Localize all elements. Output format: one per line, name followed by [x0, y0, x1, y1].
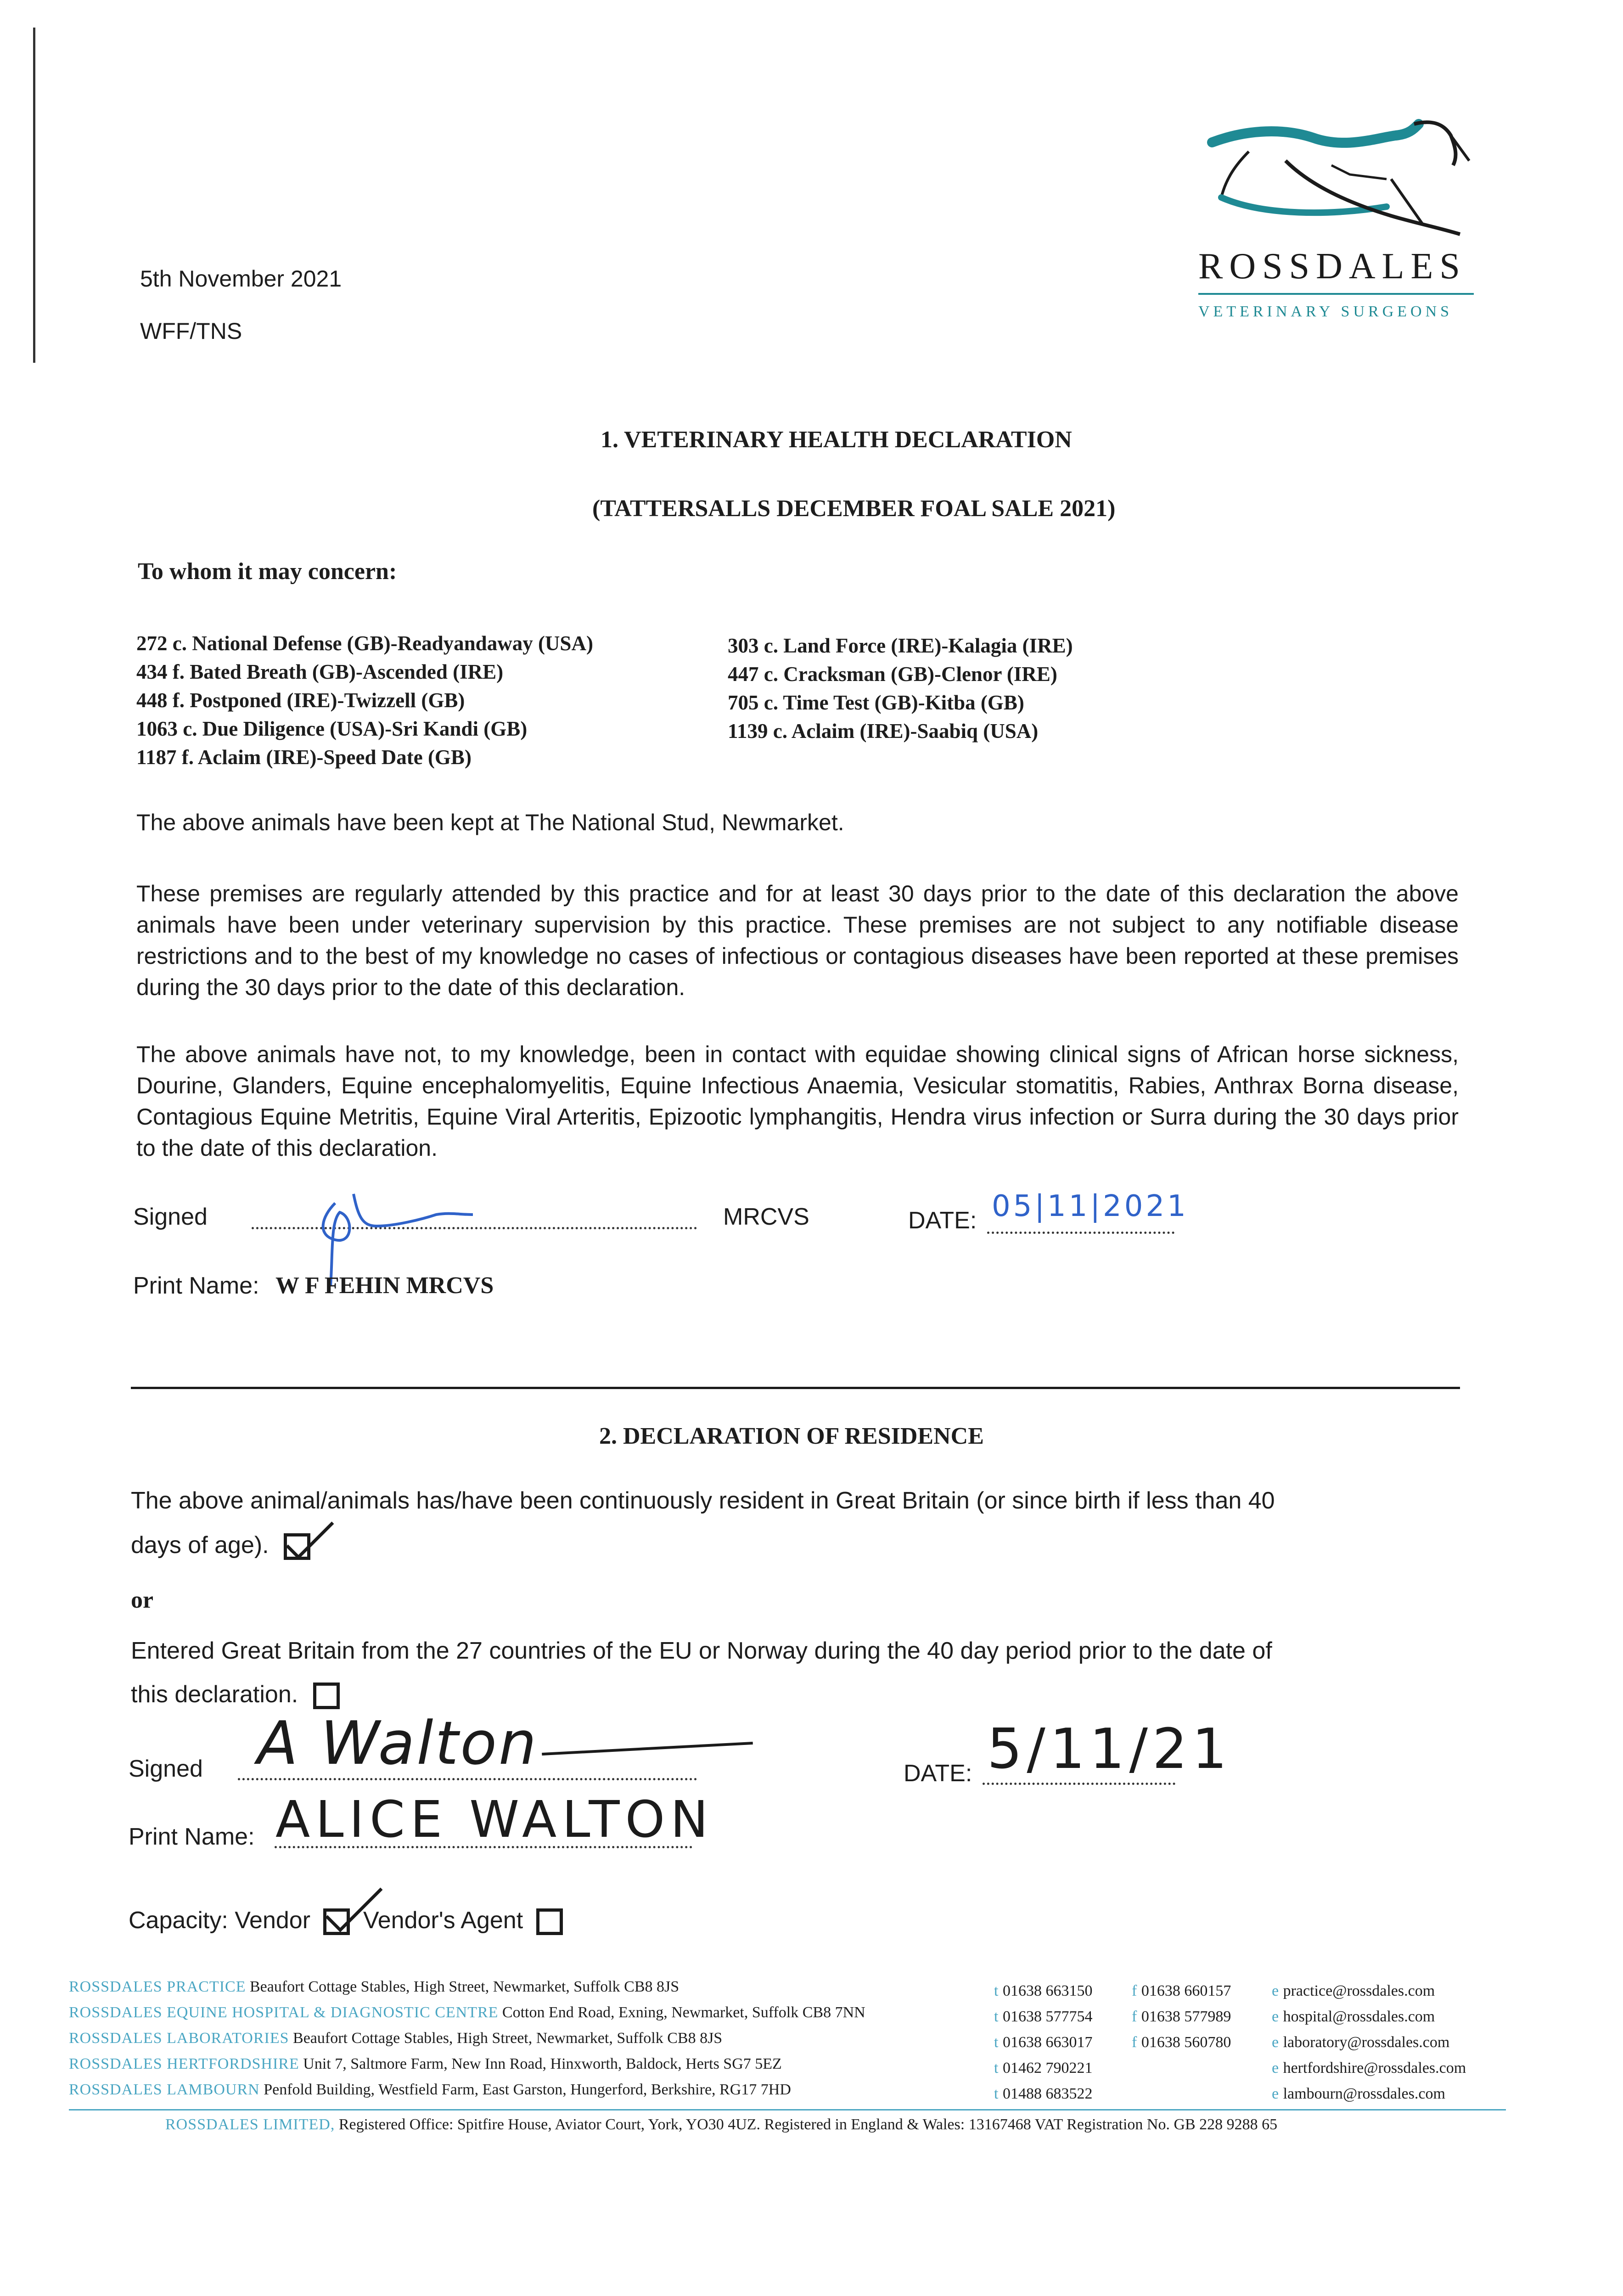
rossdales-logo [1185, 110, 1488, 331]
capacity-label: Capacity: Vendor [129, 1907, 311, 1934]
option2-line2 [131, 1681, 340, 1709]
vet-date-value: 05|11|2021 [992, 1189, 1189, 1223]
para-contact: The above animals have not, to my knowledge, been in contact with equidae showing clinical signs of African horse sickness, Dourine, Glanders, Equine encephalomyelitis, Equine Infectious Anaemia, Vesicular stomatitis, Rabies, Anthrax Borna disease, Contagious Equine Metritis, Equine Viral Arteritis, Epizootic lymphangitis, Hendra virus infection or Surra during the 30 days prior to the date of this declaration. [136, 1041, 1459, 1161]
footer-email: e hertfordshire@rossdales.com [1272, 2060, 1466, 2077]
list-item: 1187 f. Aclaim (IRE)-Speed Date (GB) [136, 746, 472, 769]
footer-hertfordshire-address: Unit 7, Saltmore Farm, New Inn Road, Hinxworth, Baldock, Herts SG7 5EZ [303, 2055, 782, 2072]
footer-fax-column [1132, 1978, 1231, 2055]
resident-checkbox[interactable] [284, 1533, 310, 1560]
owner-signed-label: Signed [129, 1756, 203, 1782]
footer-row [69, 1978, 679, 1996]
footer-email: e practice@rossdales.com [1272, 1982, 1435, 1999]
checkmark-icon [322, 1884, 386, 1939]
list-item: 448 f. Postponed (IRE)-Twizzell (GB) [136, 689, 465, 712]
option1-line1: The above animal/animals has/have been continuously resident in Great Britain (or since birth if less than 40 [131, 1487, 1275, 1514]
letter-date: 5th November 2021 [140, 266, 342, 292]
letter-reference: WFF/TNS [140, 318, 242, 344]
owner-print-name-label: Print Name: [129, 1823, 255, 1850]
footer [69, 1978, 1538, 2153]
footer-hospital-address: Cotton End Road, Exning, Newmarket, Suffolk CB8 7NN [502, 2004, 865, 2021]
footer-tel: t 01488 683522 [994, 2085, 1093, 2102]
footer-laboratories-address: Beaufort Cottage Stables, High Street, Newmarket, Suffolk CB8 8JS [293, 2030, 723, 2047]
checkmark-icon [282, 1518, 337, 1569]
footer-rule [69, 2109, 1506, 2110]
animals-list-right [728, 631, 1073, 745]
footer-tel: t 01638 663017 [994, 2034, 1093, 2051]
footer-email: e hospital@rossdales.com [1272, 2008, 1435, 2025]
footer-practice-name: ROSSDALES PRACTICE [69, 1978, 246, 1995]
list-item: 1063 c. Due Diligence (USA)-Sri Kandi (GB) [136, 717, 528, 740]
footer-fax: f 01638 560780 [1132, 2034, 1231, 2051]
list-item: 1139 c. Aclaim (IRE)-Saabiq (USA) [728, 720, 1039, 743]
footer-tel: t 01462 790221 [994, 2060, 1093, 2077]
footer-fax: f 01638 577989 [1132, 2008, 1231, 2025]
mrcvs-label: MRCVS [723, 1204, 809, 1230]
footer-registered [165, 2116, 1277, 2133]
capacity-row [129, 1907, 563, 1935]
vendor-checkbox[interactable] [323, 1908, 350, 1935]
owner-signature: A Walton [257, 1708, 539, 1778]
footer-tel: t 01638 663150 [994, 1982, 1093, 1999]
list-item: 272 c. National Defense (GB)-Readyandaway (USA) [136, 632, 593, 655]
salutation: To whom it may concern: [138, 558, 397, 585]
logo-tagline: VETERINARY SURGEONS [1198, 303, 1453, 320]
or-label: or [131, 1587, 154, 1613]
footer-email: e laboratory@rossdales.com [1272, 2034, 1450, 2051]
logo-name: ROSSDALES [1198, 246, 1466, 287]
entered-gb-checkbox[interactable] [313, 1683, 340, 1709]
option2-line2-text: this declaration. [131, 1681, 298, 1708]
footer-row [69, 2004, 865, 2021]
list-item: 434 f. Bated Breath (GB)-Ascended (IRE) [136, 660, 504, 683]
para-kept: The above animals have been kept at The National Stud, Newmarket. [136, 810, 844, 835]
vendors-agent-checkbox[interactable] [536, 1908, 563, 1935]
vet-print-name-value: W F FEHIN MRCVS [275, 1272, 494, 1299]
agent-label: Vendor's Agent [363, 1907, 523, 1934]
section1-subtitle: (TATTERSALLS DECEMBER FOAL SALE 2021) [592, 495, 1116, 522]
vet-date-label: DATE: [908, 1207, 977, 1234]
vet-print-name-label: Print Name: [133, 1272, 259, 1299]
owner-signature-flourish [542, 1742, 753, 1756]
animals-list-left [136, 629, 593, 771]
owner-date-label: DATE: [904, 1760, 972, 1787]
owner-date-line [983, 1783, 1175, 1785]
footer-registered-text: Registered Office: Spitfire House, Aviator Court, York, YO30 4UZ. Registered in England & Wales: 13167468 VAT Registration No. GB 228 9288 65 [338, 2116, 1278, 2133]
vet-date-line [987, 1232, 1174, 1234]
horse-logo-icon [1194, 110, 1478, 248]
owner-print-name-value: ALICE WALTON [275, 1790, 714, 1849]
owner-signature-line [238, 1778, 697, 1780]
option2-line1: Entered Great Britain from the 27 countries of the EU or Norway during the 40 day period prior to the date of [131, 1638, 1272, 1664]
footer-tel-column [994, 1978, 1092, 2107]
option1-line2 [131, 1531, 310, 1560]
section2-title: 2. DECLARATION OF RESIDENCE [599, 1423, 984, 1449]
list-item: 303 c. Land Force (IRE)-Kalagia (IRE) [728, 634, 1073, 657]
footer-laboratories-name: ROSSDALES LABORATORIES [69, 2030, 289, 2047]
owner-date-value: 5/11/21 [987, 1717, 1232, 1781]
footer-row [69, 2030, 722, 2047]
footer-practice-address: Beaufort Cottage Stables, High Street, Newmarket, Suffolk CB8 8JS [249, 1978, 680, 1995]
section-divider [131, 1387, 1460, 1389]
logo-rule [1198, 293, 1474, 295]
footer-fax: f 01638 660157 [1132, 1982, 1231, 1999]
list-item: 705 c. Time Test (GB)-Kitba (GB) [728, 691, 1024, 714]
footer-row [69, 2081, 791, 2099]
footer-lambourn-address: Penfold Building, Westfield Farm, East Garston, Hungerford, Berkshire, RG17 7HD [264, 2081, 791, 2098]
footer-email-column [1272, 1978, 1466, 2107]
footer-hertfordshire-name: ROSSDALES HERTFORDSHIRE [69, 2055, 299, 2072]
list-item: 447 c. Cracksman (GB)-Clenor (IRE) [728, 663, 1057, 686]
section1-title: 1. VETERINARY HEALTH DECLARATION [601, 427, 1072, 453]
footer-registered-name: ROSSDALES LIMITED, [165, 2116, 335, 2133]
footer-tel: t 01638 577754 [994, 2008, 1093, 2025]
vet-signed-label: Signed [133, 1204, 208, 1230]
footer-hospital-name: ROSSDALES EQUINE HOSPITAL & DIAGNOSTIC CENTRE [69, 2004, 499, 2021]
footer-lambourn-name: ROSSDALES LAMBOURN [69, 2081, 260, 2098]
option1-line2-text: days of age). [131, 1532, 269, 1559]
scan-edge-line [33, 28, 35, 363]
footer-email: e lambourn@rossdales.com [1272, 2085, 1445, 2102]
footer-row [69, 2055, 782, 2073]
para-premises: These premises are regularly attended by this practice and for at least 30 days prior to the date of this declaration the above animals have been under veterinary supervision by this practice. These premises are not subject to any notifiable disease restrictions and to the best of my knowledge no cases of infectious or contagious diseases have been reported at these premises during the 30 days prior to the date of this declaration. [136, 881, 1459, 1000]
